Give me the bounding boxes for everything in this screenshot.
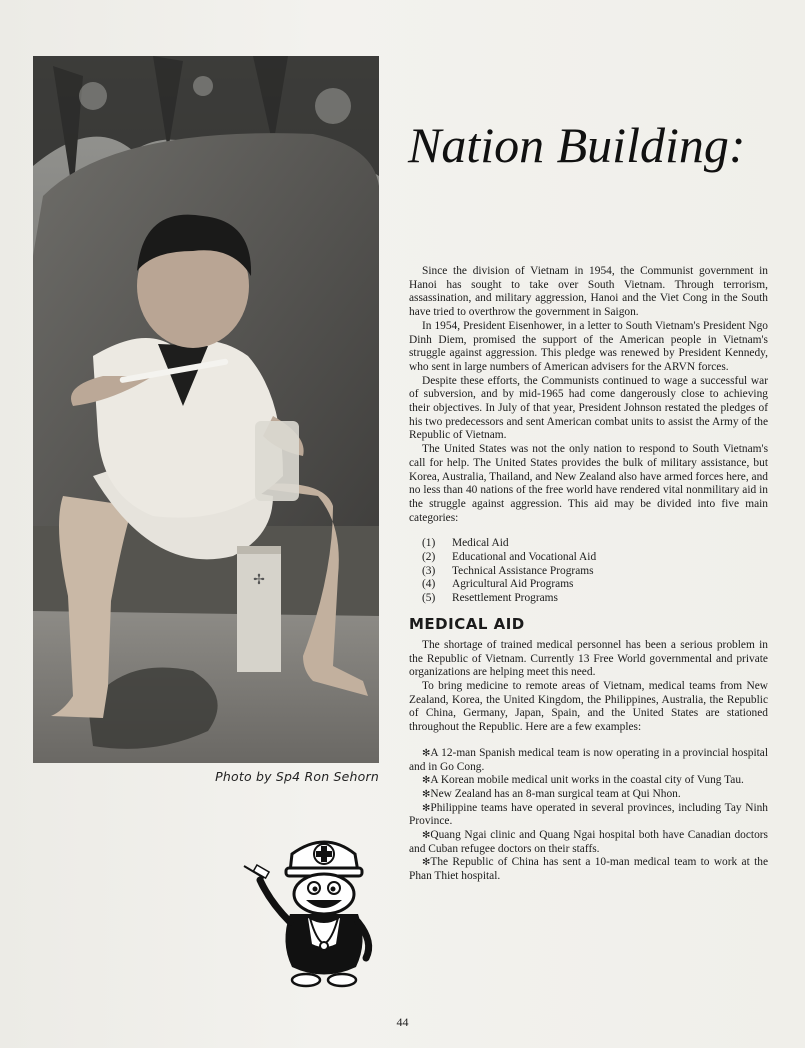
list-item: ✻A 12-man Spanish medical team is now operating in a provincial hospital and in Go Cong. [409, 746, 768, 773]
section-heading-medical-aid: MEDICAL AID [409, 614, 525, 633]
list-item: (5) Resettlement Programs [422, 592, 558, 605]
photo-credit: Photo by Sp4 Ron Sehorn [215, 769, 379, 784]
page-title: Nation Building: [408, 117, 746, 173]
intro-paragraph: In 1954, President Eisenhower, in a letter to South Vietnam's President Ngo Dinh Diem, promised the support of the American people in Vietnam's struggle against aggression. This pledge was renewed by President Kennedy, who sent in large numbers of American advisers for the ARVN forces. [409, 319, 768, 373]
intro-section [409, 265, 768, 525]
list-item: (4) Agricultural Aid Programs [422, 578, 574, 591]
aid-categories-list [409, 537, 768, 606]
medical-examples-list [409, 747, 768, 884]
article-body [409, 265, 768, 884]
list-item: ✻New Zealand has an 8-man surgical team at Qui Nhon. [422, 787, 681, 800]
list-item: ✻A Korean mobile medical unit works in the coastal city of Vung Tau. [422, 774, 744, 787]
list-item: ✻Philippine teams have operated in several provinces, including Tay Ninh Province. [409, 801, 768, 828]
list-item: (1) Medical Aid [422, 537, 509, 550]
medic-mascot-illustration [240, 832, 380, 990]
intro-paragraph: Despite these efforts, the Communists continued to wage a successful war of subversion, and by mid-1965 had come dangerously close to achieving their objectives. In July of that year, President Johnson restated the pledges of his two predecessors and sent American combat units to assist the Army of the Republic of Vietnam. [409, 374, 768, 442]
list-item: ✻Quang Ngai clinic and Quang Ngai hospital both have Canadian doctors and Cuban refugee doctors on their staffs. [409, 829, 768, 855]
asterisk-bullet-icon: ✻ [422, 857, 431, 869]
asterisk-bullet-icon: ✻ [422, 775, 431, 787]
medical-paragraph: To bring medicine to remote areas of Vietnam, medical teams from New Zealand, Korea, the United Kingdom, the Philippines, Australia, the Republic of China, Germany, Japan, Spain, and the United States are stationed throughout the Republic. Here are a few examples: [409, 679, 768, 734]
page-number: 44 [396, 1015, 409, 1029]
intro-paragraph: Since the division of Vietnam in 1954, the Communist government in Hanoi has sought to take over South Vietnam. Through terrorism, assassination, and military aggression, Hanoi and the Viet Cong in the South have tried to overthrow the government in Saigon. [409, 265, 768, 319]
asterisk-bullet-icon: ✻ [422, 802, 431, 814]
list-item: (3) Technical Assistance Programs [422, 564, 594, 577]
intro-paragraph: The United States was not the only nation to respond to South Vietnam's call for help. The United States provides the bulk of military assistance, but Korea, Australia, Thailand, and New Zealand also have armed forces here, and no less than 40 nations of the free world have rendered vital nonmilitary aid in the struggle against aggression. This aid may be divided into five main categories: [409, 443, 768, 524]
asterisk-bullet-icon: ✻ [422, 747, 431, 759]
boy-photo [33, 56, 379, 763]
svg-text:✢: ✢ [253, 572, 265, 588]
list-item: (2) Educational and Vocational Aid [422, 551, 597, 564]
medical-paragraph: The shortage of trained medical personnel has been a serious problem in the Republic of Vietnam. Currently 13 Free World governmental and private organizations are helping meet this need. [409, 638, 768, 679]
asterisk-bullet-icon: ✻ [422, 830, 431, 842]
list-item: ✻The Republic of China has sent a 10-man medical team to work at the Phan Thiet hospital. [409, 856, 768, 883]
asterisk-bullet-icon: ✻ [422, 788, 431, 800]
